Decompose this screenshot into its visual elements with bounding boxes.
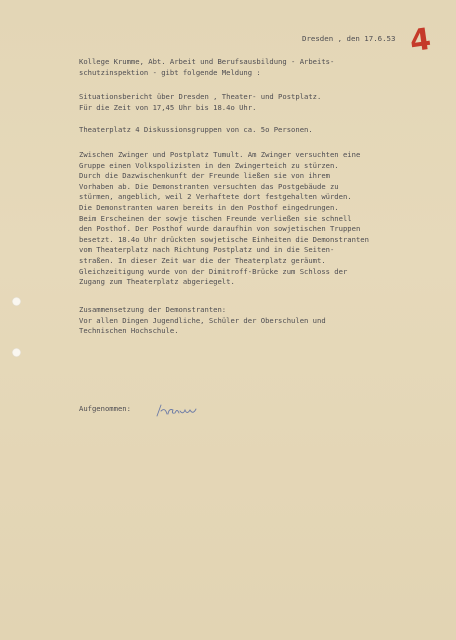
body-line: vom Theaterplatz nach Richtung Postplatz und in die Seiten- [79,245,335,255]
body-line: Durch die Dazwischenkunft der Freunde ließen sie von ihrem [79,171,330,181]
handwritten-signature [155,402,203,420]
report-title-line: Für die Zeit von 17,45 Uhr bis 18.4o Uhr. [79,102,257,112]
body-line: Gruppe einen Volkspolizisten in den Zwingerteich zu stürzen. [79,160,339,170]
theaterplatz-text: Theaterplatz 4 Diskussionsgruppen von ca. 5o Personen. [79,125,313,134]
body-line: straßen. In dieser Zeit war die der Theaterplatz geräumt. [79,255,326,265]
body-line: Gleichzeitigung wurde von der Dimitroff-Brücke zum Schloss der [79,266,348,276]
body-line: Vorhaben ab. Die Demonstranten versuchten das Postgebäude zu [79,181,339,191]
composition-line: Technischen Hochschule. [79,326,179,336]
body-line: Zugang zum Theaterplatz abgeriegelt. [79,277,235,287]
red-handwritten-mark: 4 [407,21,434,60]
intro-line: schutzinspektion - gibt folgende Meldung : [79,67,261,77]
punch-hole-bottom [12,348,21,357]
punch-hole-top [12,297,21,306]
body-line: stürmen, angeblich, weil 2 Verhaftete dort festgehalten würden. [79,192,352,202]
body-line: Die Demonstranten waren bereits in den Posthof eingedrungen. [79,202,339,212]
body-line: besetzt. 18.4o Uhr drückten sowjetische Einheiten die Demonstranten [79,234,369,244]
body-line: Zwischen Zwinger und Postplatz Tumult. Am Zwinger versuchten eine [79,150,361,159]
body-line: den Posthof. Der Posthof wurde daraufhin von sowjetischen Truppen [79,224,361,234]
intro-line: Kollege Krumme, Abt. Arbeit und Berufsausbildung - Arbeits- [79,57,335,66]
composition-line: Vor allen Dingen Jugendliche, Schüler der Oberschulen und [79,315,326,325]
report-body [79,150,369,288]
dateline: Dresden , den 17.6.53 [302,34,396,43]
intro-paragraph [79,57,334,78]
report-title [79,92,321,113]
theaterplatz-line [79,125,313,136]
report-title-line: Situationsbericht über Dresden , Theater- und Postplatz. [79,92,322,101]
composition-line: Zusammensetzung der Demonstranten: [79,305,227,314]
recorded-label: Aufgenommen: [79,404,131,413]
body-line: Beim Erscheinen der sowje tischen Freunde verließen sie schnell [79,213,352,223]
composition-paragraph [79,305,326,337]
